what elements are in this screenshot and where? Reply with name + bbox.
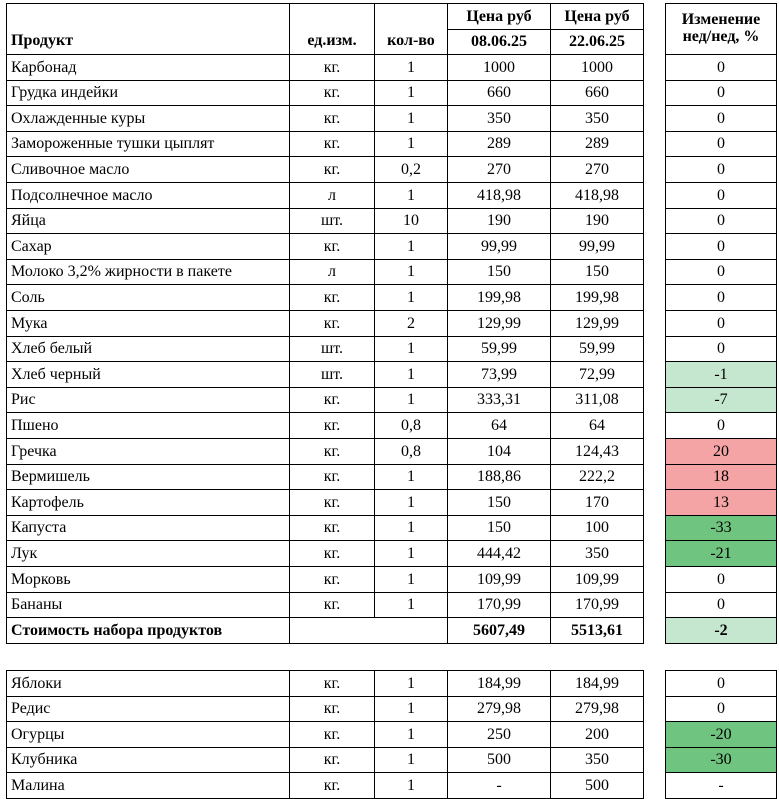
row-change: 0 xyxy=(665,182,777,209)
row2-price-1: 250 xyxy=(447,721,551,748)
row-name: Молоко 3,2% жирности в пакете xyxy=(6,259,290,285)
row-qty: 0,2 xyxy=(374,156,448,183)
row-change: -1 xyxy=(665,361,777,388)
row-unit: кг. xyxy=(289,412,375,439)
row-name: Рис xyxy=(6,387,290,413)
row-change: 20 xyxy=(665,438,777,465)
header-unit: ед.изм. xyxy=(289,3,375,55)
row-name: Пшено xyxy=(6,412,290,439)
row-unit: кг. xyxy=(289,566,375,593)
row2-price-1: 279,98 xyxy=(447,696,551,722)
row-unit: кг. xyxy=(289,387,375,413)
row-qty: 1 xyxy=(374,54,448,81)
row-price-1: 188,86 xyxy=(447,464,551,490)
row-price-2: 350 xyxy=(550,105,644,132)
row-price-1: 418,98 xyxy=(447,182,551,209)
row-qty: 1 xyxy=(374,515,448,541)
row-price-2: 190 xyxy=(550,208,644,234)
row-name: Сахар xyxy=(6,233,290,260)
row-name: Подсолнечное масло xyxy=(6,182,290,209)
row-name: Грудка индейки xyxy=(6,80,290,106)
row-unit: кг. xyxy=(289,80,375,106)
row-price-2: 350 xyxy=(550,540,644,567)
row-change: -33 xyxy=(665,515,777,541)
header-price-label-1: Цена руб xyxy=(447,3,551,30)
row-name: Вермишель xyxy=(6,464,290,490)
row-qty: 1 xyxy=(374,489,448,516)
row2-qty: 1 xyxy=(374,772,448,799)
total-price-1: 5607,49 xyxy=(447,617,551,644)
row2-qty: 1 xyxy=(374,670,448,697)
row2-change: - xyxy=(665,772,777,799)
row-qty: 1 xyxy=(374,105,448,132)
header-price-label-2: Цена руб xyxy=(550,3,644,30)
row-price-2: 150 xyxy=(550,259,644,285)
row-qty: 10 xyxy=(374,208,448,234)
row-unit: кг. xyxy=(289,515,375,541)
header-date-2: 22.06.25 xyxy=(550,29,644,55)
row-price-2: 418,98 xyxy=(550,182,644,209)
row-price-1: 350 xyxy=(447,105,551,132)
row-name: Сливочное масло xyxy=(6,156,290,183)
row-name: Мука xyxy=(6,310,290,337)
header-qty: кол-во xyxy=(374,3,448,55)
row-unit: кг. xyxy=(289,105,375,132)
row2-name: Яблоки xyxy=(6,670,290,697)
row-name: Хлеб белый xyxy=(6,336,290,362)
row-price-1: 170,99 xyxy=(447,592,551,618)
row-price-1: 190 xyxy=(447,208,551,234)
row-qty: 1 xyxy=(374,566,448,593)
row2-name: Клубника xyxy=(6,747,290,773)
header-change xyxy=(665,3,777,55)
row-name: Морковь xyxy=(6,566,290,593)
row-change: 13 xyxy=(665,489,777,516)
row-price-2: 124,43 xyxy=(550,438,644,465)
row-change: 0 xyxy=(665,566,777,593)
row2-price-2: 200 xyxy=(550,721,644,748)
total-change: -2 xyxy=(665,617,777,644)
row-change: 0 xyxy=(665,233,777,260)
row-price-2: 99,99 xyxy=(550,233,644,260)
row-name: Яйца xyxy=(6,208,290,234)
row-change: 0 xyxy=(665,592,777,618)
row-qty: 1 xyxy=(374,361,448,388)
row2-unit: кг. xyxy=(289,670,375,697)
row-qty: 1 xyxy=(374,540,448,567)
row-change: 0 xyxy=(665,284,777,311)
row-change: 0 xyxy=(665,54,777,81)
row-unit: кг. xyxy=(289,233,375,260)
row2-price-2: 500 xyxy=(550,772,644,799)
row-price-2: 109,99 xyxy=(550,566,644,593)
row2-unit: кг. xyxy=(289,747,375,773)
row2-price-2: 279,98 xyxy=(550,696,644,722)
row-price-1: 1000 xyxy=(447,54,551,81)
row-unit: кг. xyxy=(289,489,375,516)
row-name: Капуста xyxy=(6,515,290,541)
header-change-line1: Изменение xyxy=(681,11,761,29)
row2-change: 0 xyxy=(665,696,777,722)
row-unit: кг. xyxy=(289,54,375,81)
row-price-1: 73,99 xyxy=(447,361,551,388)
row-price-1: 129,99 xyxy=(447,310,551,337)
total-label: Стоимость набора продуктов xyxy=(6,617,290,644)
row-price-2: 311,08 xyxy=(550,387,644,413)
row-unit: шт. xyxy=(289,361,375,388)
row-price-1: 104 xyxy=(447,438,551,465)
row-qty: 1 xyxy=(374,131,448,157)
row-price-1: 660 xyxy=(447,80,551,106)
row-qty: 1 xyxy=(374,592,448,618)
row-qty: 1 xyxy=(374,233,448,260)
row-qty: 1 xyxy=(374,259,448,285)
row-name: Замороженные тушки цыплят xyxy=(6,131,290,157)
row2-qty: 1 xyxy=(374,696,448,722)
row-unit: шт. xyxy=(289,336,375,362)
row-change: 0 xyxy=(665,80,777,106)
row-qty: 1 xyxy=(374,336,448,362)
row-qty: 1 xyxy=(374,284,448,311)
row-qty: 2 xyxy=(374,310,448,337)
row-price-2: 100 xyxy=(550,515,644,541)
row-unit: кг. xyxy=(289,464,375,490)
row-price-1: 150 xyxy=(447,489,551,516)
row-unit: кг. xyxy=(289,131,375,157)
row-price-2: 170 xyxy=(550,489,644,516)
row2-price-1: 500 xyxy=(447,747,551,773)
row2-change: -20 xyxy=(665,721,777,748)
row-unit: кг. xyxy=(289,156,375,183)
row-price-1: 59,99 xyxy=(447,336,551,362)
row-price-2: 170,99 xyxy=(550,592,644,618)
row-name: Охлажденные куры xyxy=(6,105,290,132)
row2-unit: кг. xyxy=(289,772,375,799)
row-unit: кг. xyxy=(289,284,375,311)
row2-qty: 1 xyxy=(374,721,448,748)
row-price-2: 64 xyxy=(550,412,644,439)
row-price-2: 222,2 xyxy=(550,464,644,490)
row-unit: кг. xyxy=(289,310,375,337)
row-price-2: 59,99 xyxy=(550,336,644,362)
row2-name: Малина xyxy=(6,772,290,799)
row-change: -7 xyxy=(665,387,777,413)
row-price-2: 1000 xyxy=(550,54,644,81)
total-blank xyxy=(289,617,448,644)
row2-name: Огурцы xyxy=(6,721,290,748)
row-qty: 0,8 xyxy=(374,438,448,465)
row-price-2: 199,98 xyxy=(550,284,644,311)
row-price-2: 289 xyxy=(550,131,644,157)
row-name: Лук xyxy=(6,540,290,567)
row-qty: 1 xyxy=(374,80,448,106)
row-name: Соль xyxy=(6,284,290,311)
row-unit: кг. xyxy=(289,592,375,618)
row-unit: кг. xyxy=(289,438,375,465)
row-change: 0 xyxy=(665,105,777,132)
row2-price-1: - xyxy=(447,772,551,799)
row-price-1: 64 xyxy=(447,412,551,439)
row-qty: 1 xyxy=(374,182,448,209)
row-price-1: 333,31 xyxy=(447,387,551,413)
header-date-1: 08.06.25 xyxy=(447,29,551,55)
row-name: Хлеб черный xyxy=(6,361,290,388)
row-name: Картофель xyxy=(6,489,290,516)
row2-unit: кг. xyxy=(289,721,375,748)
row-unit: л xyxy=(289,182,375,209)
row-price-1: 289 xyxy=(447,131,551,157)
row-name: Карбонад xyxy=(6,54,290,81)
row-price-1: 199,98 xyxy=(447,284,551,311)
row-change: 0 xyxy=(665,156,777,183)
row-price-1: 444,42 xyxy=(447,540,551,567)
row-price-1: 150 xyxy=(447,259,551,285)
row-unit: шт. xyxy=(289,208,375,234)
row-change: 0 xyxy=(665,310,777,337)
row-price-2: 129,99 xyxy=(550,310,644,337)
row-price-1: 109,99 xyxy=(447,566,551,593)
row-unit: кг. xyxy=(289,540,375,567)
row-name: Бананы xyxy=(6,592,290,618)
row-price-2: 270 xyxy=(550,156,644,183)
row2-price-2: 184,99 xyxy=(550,670,644,697)
row2-unit: кг. xyxy=(289,696,375,722)
row-change: 0 xyxy=(665,259,777,285)
row2-change: -30 xyxy=(665,747,777,773)
row-change: 18 xyxy=(665,464,777,490)
row-qty: 1 xyxy=(374,387,448,413)
row-change: 0 xyxy=(665,412,777,439)
row-change: 0 xyxy=(665,131,777,157)
row-price-1: 270 xyxy=(447,156,551,183)
row-price-1: 150 xyxy=(447,515,551,541)
row-change: -21 xyxy=(665,540,777,567)
row-change: 0 xyxy=(665,208,777,234)
total-price-2: 5513,61 xyxy=(550,617,644,644)
row-qty: 1 xyxy=(374,464,448,490)
row-name: Гречка xyxy=(6,438,290,465)
header-change-line2: нед/нед, % xyxy=(682,28,760,45)
header-product: Продукт xyxy=(6,3,290,55)
row2-qty: 1 xyxy=(374,747,448,773)
row-change: 0 xyxy=(665,336,777,362)
row2-price-2: 350 xyxy=(550,747,644,773)
row2-name: Редис xyxy=(6,696,290,722)
row2-change: 0 xyxy=(665,670,777,697)
row-price-1: 99,99 xyxy=(447,233,551,260)
row-unit: л xyxy=(289,259,375,285)
row2-price-1: 184,99 xyxy=(447,670,551,697)
row-qty: 0,8 xyxy=(374,412,448,439)
row-price-2: 72,99 xyxy=(550,361,644,388)
row-price-2: 660 xyxy=(550,80,644,106)
